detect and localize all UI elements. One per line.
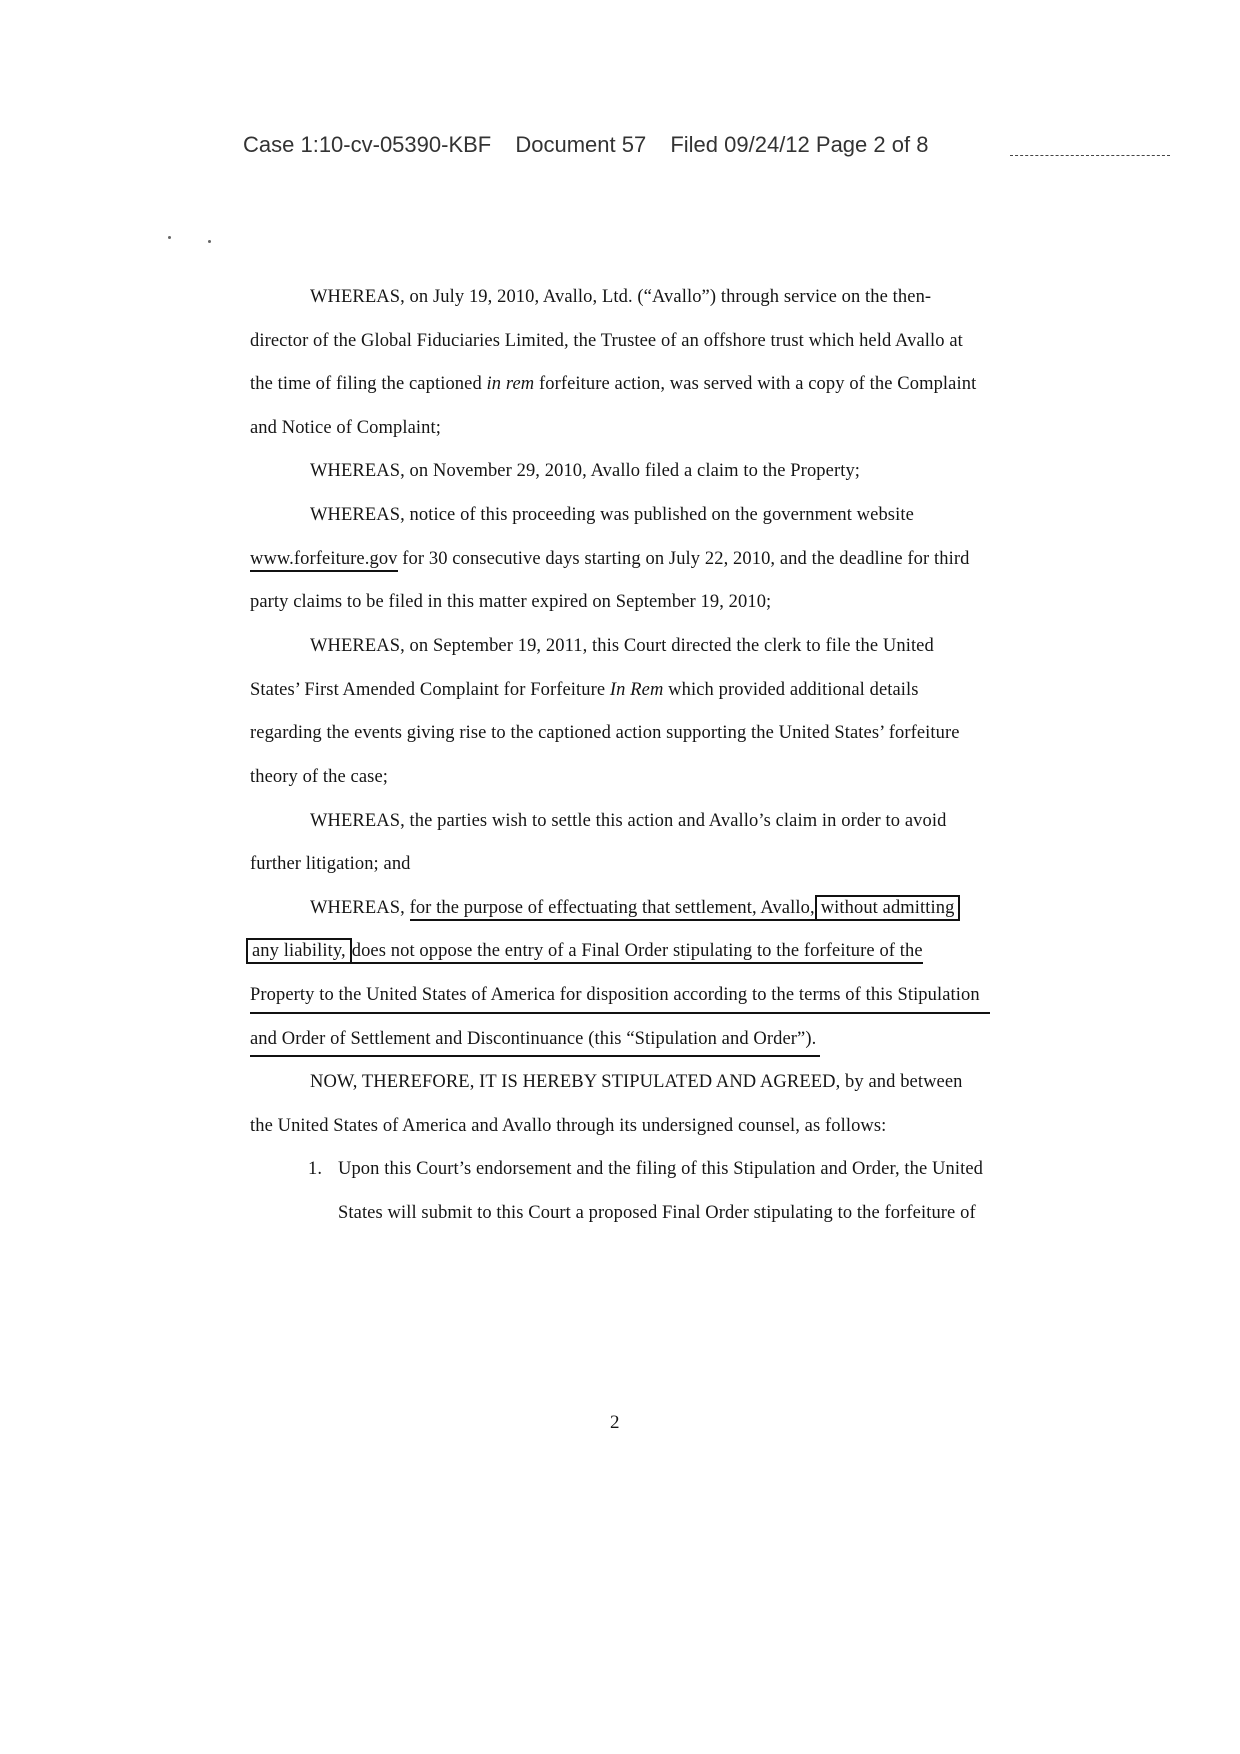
text-line <box>250 549 969 570</box>
text-segment: which provided additional details <box>663 680 919 700</box>
text-segment: the time of filing the captioned <box>250 374 487 394</box>
text-segment: WHEREAS, <box>310 898 410 918</box>
document-number: Document 57 <box>515 132 647 157</box>
boxed-text: without admitting <box>815 895 961 921</box>
text-line: and Notice of Complaint; <box>250 418 441 438</box>
hand-underline <box>250 1012 990 1014</box>
text-line: WHEREAS, on September 19, 2011, this Court directed the clerk to file the United <box>310 636 934 656</box>
underlined-text: for the purpose of effectuating that settlement, Avallo, <box>410 898 815 921</box>
text-segment: forfeiture action, was served with a copy of the Complaint <box>534 374 977 394</box>
text-line <box>250 374 976 395</box>
text-line <box>310 898 960 919</box>
text-line: theory of the case; <box>250 767 389 787</box>
text-line: States will submit to this Court a proposed Final Order stipulating to the forfeiture of <box>338 1203 976 1223</box>
text-line: Upon this Court’s endorsement and the filing of this Stipulation and Order, the United <box>338 1159 983 1179</box>
text-line: the United States of America and Avallo through its undersigned counsel, as follows: <box>250 1116 887 1136</box>
italic-term: in rem <box>486 374 535 394</box>
list-number: 1. <box>308 1159 323 1179</box>
text-line: WHEREAS, on November 29, 2010, Avallo filed a claim to the Property; <box>310 461 861 481</box>
underlined-text: does not oppose the entry of a Final Order stipulating to the forfeiture of the <box>352 941 923 964</box>
text-line: WHEREAS, on July 19, 2010, Avallo, Ltd. (“Avallo”) through service on the then- <box>310 287 932 307</box>
scan-speck <box>208 240 211 243</box>
italic-term: In Rem <box>609 680 664 700</box>
case-number: Case 1:10-cv-05390-KBF <box>243 132 492 157</box>
hand-underline <box>250 1055 820 1057</box>
text-line <box>246 941 923 962</box>
text-line <box>250 680 919 701</box>
text-line: NOW, THEREFORE, IT IS HEREBY STIPULATED AND AGREED, by and between <box>310 1072 963 1092</box>
text-line: party claims to be filed in this matter expired on September 19, 2010; <box>250 592 772 612</box>
text-line: Property to the United States of America for disposition according to the terms of this Stipulation <box>250 985 980 1005</box>
website-link[interactable]: www.forfeiture.gov <box>250 549 398 572</box>
text-line: regarding the events giving rise to the captioned action supporting the United States’ forfeiture <box>250 723 960 743</box>
page-number: 2 <box>610 1412 620 1433</box>
case-header <box>243 132 928 158</box>
text-line: further litigation; and <box>250 854 411 874</box>
text-line: WHEREAS, notice of this proceeding was published on the government website <box>310 505 914 525</box>
text-line: WHEREAS, the parties wish to settle this action and Avallo’s claim in order to avoid <box>310 811 947 831</box>
text-segment: States’ First Amended Complaint for Forfeiture <box>250 680 610 700</box>
text-segment: for 30 consecutive days starting on July 22, 2010, and the deadline for third <box>397 549 970 569</box>
filed-info: Filed 09/24/12 Page 2 of 8 <box>670 132 929 157</box>
boxed-text: any liability, <box>246 938 352 964</box>
text-line: and Order of Settlement and Discontinuance (this “Stipulation and Order”). <box>250 1029 817 1049</box>
text-line: director of the Global Fiduciaries Limited, the Trustee of an offshore trust which held Avallo at <box>250 331 963 351</box>
scan-speck <box>168 236 171 239</box>
header-rule <box>1010 155 1170 156</box>
